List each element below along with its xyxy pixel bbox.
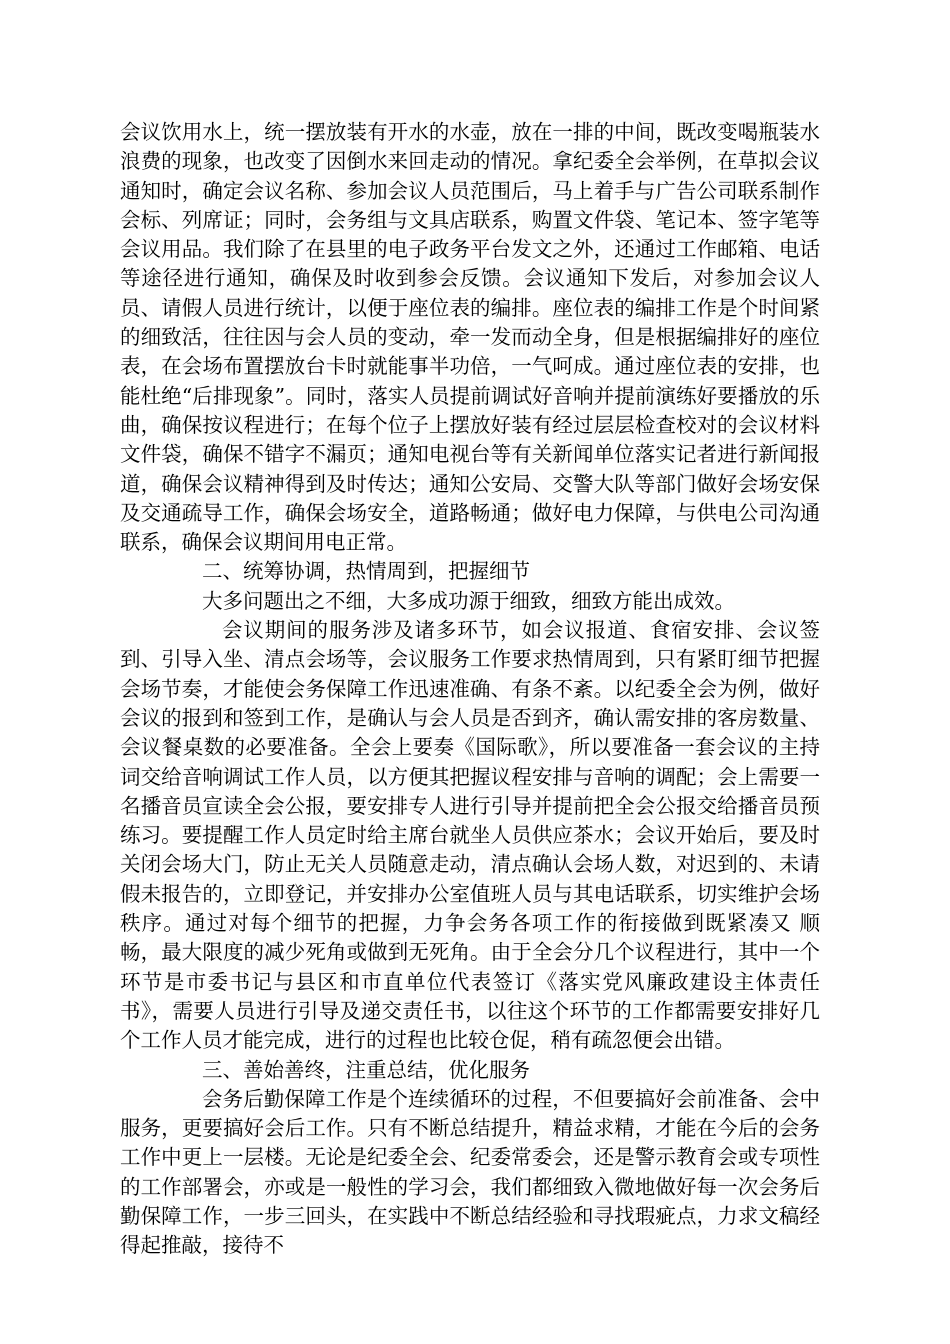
- document-page: [120, 118, 820, 1261]
- section-heading-coordination: 二、统筹协调，热情周到，把握细节: [202, 559, 530, 584]
- paragraph-detail-principle: 大多问题出之不细，大多成功源于细致，细致方能出成效。: [202, 588, 735, 613]
- paragraph-meeting-preparation: 会议饮用水上，统一摆放装有开水的水壶，放在一排的中间，既改变喝瓶装水浪费的现象，也改变了因倒水来回走动的情况。拿纪委全会举例，在草拟会议通知时，确定会议名称、参加会议人员范围后，马上着手与广告公司联系制作会标、列席证；同时，会务组与文具店联系，购置文件袋、笔记本、签字笔等会议用品。我们除了在县里的电子政务平台发文之外，还通过工作邮箱、电话等途径进行通知，确保及时收到参会反馈。会议通知下发后，对参加会议人员、请假人员进行统计，以便于座位表的编排。座位表的编排工作是个时间紧的细致活，往往因与会人员的变动，牵一发而动全身，但是根据编排好的座位表，在会场布置摆放台卡时就能事半功倍，一气呵成。通过座位表的安排，也能杜绝“后排现象”。同时，落实人员提前调试好音响并提前演练好要播放的乐曲，确保按议程进行；在每个位子上摆放好装有经过层层检查校对的会议材料文件袋，确保不错字不漏页；通知电视台等有关新闻单位落实记者进行新闻报道，确保会议精神得到及时传达；通知公安局、交警大队等部门做好会场安保及交通疏导工作，确保会场安全，道路畅通；做好电力保障，与供电公司沟通联系，确保会议期间用电正常。: [120, 120, 820, 555]
- section-heading-summary: 三、善始善终，注重总结，优化服务: [202, 1057, 530, 1082]
- paragraph-post-meeting-work: 会务后勤保障工作是个连续循环的过程，不但要搞好会前准备、会中服务，更要搞好会后工作。只有不断总结提升，精益求精，才能在今后的会务工作中更上一层楼。无论是纪委全会、纪委常委会，还是警示教育会或专项性的工作部署会，亦或是一般性的学习会，我们都细致入微地做好每一次会务后勤保障工作，一步三回头，在实践中不断总结经验和寻找瑕疵点，力求文稿经得起推敲，接待不: [120, 1086, 820, 1258]
- paragraph-meeting-service: 会议期间的服务涉及诸多环节，如会议报道、食宿安排、会议签到、引导入坐、清点会场等，会议服务工作要求热情周到，只有紧盯细节把握会场节奏，才能使会务保障工作迅速准确、有条不紊。以纪委全会为例，做好会议的报到和签到工作，是确认与会人员是否到齐，确认需安排的客房数量、会议餐桌数的必要准备。全会上要奏《国际歌》，所以要准备一套会议的主持词交给音响调试工作人员，以方便其把握议程安排与音响的调配；会上需要一名播音员宣读全会公报，要安排专人进行引导并提前把全会公报交给播音员预练习。要提醒工作人员定时给主席台就坐人员供应茶水；会议开始后，要及时关闭会场大门，防止无关人员随意走动，清点确认会场人数，对迟到的、未请假未报告的，立即登记，并安排办公室值班人员与其电话联系，切实维护会场秩序。通过对每个细节的把握，力争会务各项工作的衔接做到既紧凑又 顺畅，最大限度的减少死角或做到无死角。由于全会分几个议程进行，其中一个环节是市委书记与县区和市直单位代表签订《落实党风廉政建设主体责任书》，需要人员进行引导及递交责任书，以往这个环节的工作都需要安排好几个工作人员才能完成，进行的过程也比较仓促，稍有疏忽便会出错。: [120, 618, 820, 1053]
